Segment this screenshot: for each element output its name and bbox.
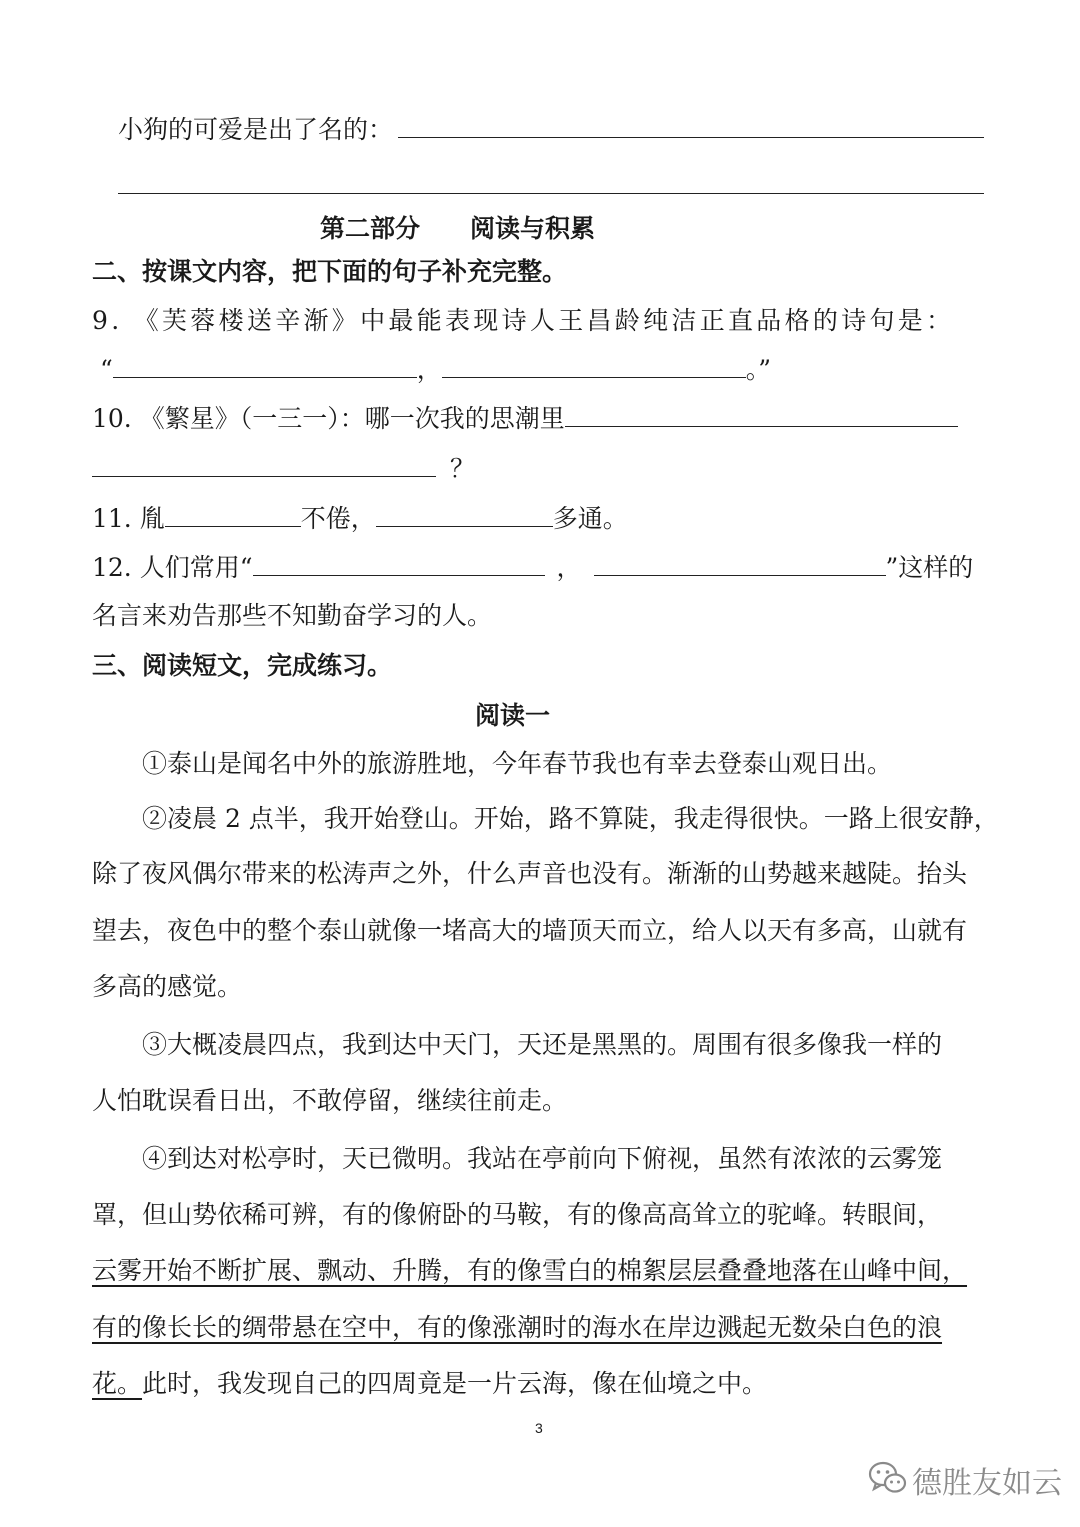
puppy-prompt xyxy=(118,112,393,148)
part-title: 第二部分 阅读与积累 xyxy=(320,214,596,243)
answer-blank[interactable] xyxy=(376,500,553,527)
underlined-sentence: 云雾开始不断扩展、飘动、升腾，有的像雪白的棉絮层层叠叠地落在山峰中间， xyxy=(92,1256,968,1285)
answer-blank[interactable] xyxy=(113,351,417,378)
q11-part-b: 不倦， xyxy=(300,504,376,533)
paragraph-4-line: 罩，但山势依稀可辨，有的像俯卧的马鞍，有的像高高耸立的驼峰。转眼间， xyxy=(92,1200,943,1229)
question-9-answer xyxy=(100,351,771,388)
section-heading: 三、阅读短文，完成练习。 xyxy=(92,651,393,680)
question-10-cont xyxy=(92,450,475,487)
comma: ， xyxy=(556,553,582,582)
question-10 xyxy=(92,400,958,437)
underlined-sentence: 有的像长长的绸带悬在空中，有的像涨潮时的海水在岸边溅起无数朵白色的浪 xyxy=(92,1313,943,1342)
q11-part-c: 多通。 xyxy=(552,504,628,533)
q11-part-a: 11. 胤 xyxy=(92,504,165,533)
paragraph-3-line: 人怕耽误看日出，不敢停留，继续往前走。 xyxy=(92,1086,568,1115)
paragraph-1: ①泰山是闻名中外的旅游胜地，今年春节我也有幸去登泰山观日出。 xyxy=(142,749,893,778)
q12-part-a: 12. 人们常用“ xyxy=(92,553,253,582)
quote-close: 。” xyxy=(745,355,772,384)
section-heading: 二、按课文内容，把下面的句子补充完整。 xyxy=(92,257,568,286)
paragraph-2-line: 多高的感觉。 xyxy=(92,972,243,1001)
watermark-text: 德胜友如云 xyxy=(912,1466,1062,1501)
paragraph-2-line: 除了夜风偶尔带来的松涛声之外，什么声音也没有。渐渐的山势越来越陡。抬头 xyxy=(92,859,968,888)
paragraph-4-line xyxy=(92,1366,767,1402)
answer-blank[interactable] xyxy=(92,450,436,477)
question-9: 9. 《芙蓉楼送辛渐》中最能表现诗人王昌龄纯洁正直品格的诗句是： xyxy=(92,306,955,335)
paragraph-4-line: ④到达对松亭时，天已微明。我站在亭前向下俯视，虽然有浓浓的云雾笼 xyxy=(142,1144,943,1173)
question-11 xyxy=(92,500,628,537)
q12-part-c: ”这样的 xyxy=(885,553,974,582)
quote-open: “ xyxy=(100,355,113,384)
paragraph-2-line: ②凌晨 2 点半，我开始登山。开始，路不算陡，我走得很快。一路上很安静， xyxy=(142,804,999,833)
answer-blank[interactable] xyxy=(165,500,301,527)
wechat-icon xyxy=(868,1460,908,1496)
answer-blank[interactable] xyxy=(253,549,545,576)
question-12 xyxy=(92,549,973,586)
question-10-text: 10. 《繁星》（一三一）：哪一次我的思潮里 xyxy=(92,404,565,433)
paragraph-4-ending: 此时，我发现自己的四周竟是一片云海，像在仙境之中。 xyxy=(142,1369,768,1398)
answer-blank[interactable] xyxy=(442,351,746,378)
answer-blank[interactable] xyxy=(565,400,958,427)
page-number: 3 xyxy=(535,1420,543,1436)
reading-title: 阅读一 xyxy=(475,701,551,730)
paragraph-2-line: 望去，夜色中的整个泰山就像一堵高大的墙顶天而立，给人以天有多高，山就有 xyxy=(92,916,968,945)
paragraph-3-line: ③大概凌晨四点，我到达中天门，天还是黑黑的。周围有很多像我一样的 xyxy=(142,1030,943,1059)
answer-line[interactable] xyxy=(118,193,984,194)
puppy-label: 小狗的可爱是出了名的： xyxy=(118,115,394,144)
answer-line[interactable] xyxy=(398,137,984,138)
question-12-line2: 名言来劝告那些不知勤奋学习的人。 xyxy=(92,601,493,630)
question-mark: ？ xyxy=(450,454,476,483)
underlined-sentence-end: 花。 xyxy=(92,1369,143,1398)
comma: ， xyxy=(416,355,442,384)
answer-blank[interactable] xyxy=(594,549,886,576)
